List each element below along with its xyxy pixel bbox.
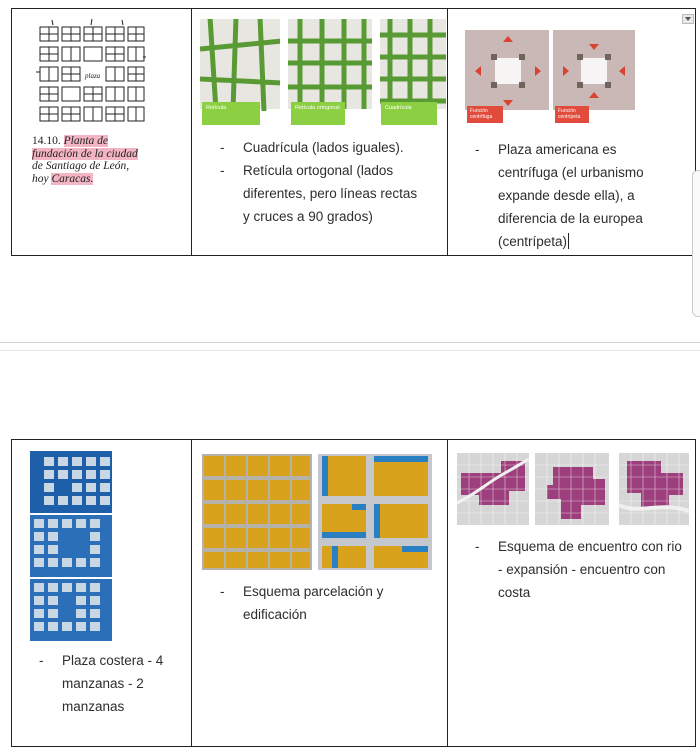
top-cell-plaza-function [447, 9, 697, 255]
tag-reticula: Retícula [202, 102, 260, 125]
plaza-function-image [465, 30, 635, 116]
parcel-scheme-image [202, 454, 432, 570]
bullet-reticula: - Retícula ortogonal (lados diferentes, pero líneas rectas y cruces a 90 grados) [220, 159, 426, 228]
city-plan-sketch [32, 17, 152, 127]
top-cell-plan [12, 9, 191, 255]
bullet-plaza-costera: - Plaza costera - 4 manzanas - 2 manzanas [39, 649, 179, 718]
tag-centripeta: Función centrípeta [555, 106, 589, 123]
caption-highlight-2: fundación de la ciudad [32, 147, 138, 160]
coastal-plaza-bullets [39, 649, 179, 718]
river-coast-image [457, 453, 689, 525]
caption-number: 14.10. [32, 135, 61, 147]
page-break-bottom [0, 350, 700, 351]
bullet-plaza-americana[interactable] [475, 138, 675, 253]
parcel-scheme-bullets [220, 580, 420, 626]
river-coast-bullets [475, 535, 685, 604]
bottom-table [11, 439, 696, 747]
text-cursor [568, 233, 569, 249]
tag-centrifuga: Función centrífuga [467, 106, 503, 123]
tag-cuadricula: Cuadrícula [381, 102, 437, 125]
top-table [11, 8, 696, 256]
top-cell-grid-types [191, 9, 447, 255]
bottom-cell-parcel-scheme [191, 440, 447, 746]
table-options-dropdown[interactable] [682, 14, 694, 24]
bottom-cell-coastal-plaza [12, 440, 191, 746]
grid-types-bullets [220, 136, 426, 228]
bullet-encuentro-rio: - Esquema de encuentro con rio - expansión - encuentro con costa [475, 535, 685, 604]
plaza-function-bullets [475, 138, 675, 253]
bottom-cell-river-coast [447, 440, 697, 746]
coastal-plaza-image [30, 451, 112, 641]
caption-line-3: de Santiago de León, [32, 160, 130, 172]
bullet-parcelacion: - Esquema parcelación y edificación [220, 580, 420, 626]
page-break-top [0, 342, 700, 343]
caption-line-4-prefix: hoy [32, 172, 49, 185]
bullet-plaza-americana-text: Plaza americana es centrífuga (el urbanismo expande desde ella), a diferencia de la europea (centrípeta) [498, 142, 644, 249]
tag-reticula-ortogonal: Retícula ortogonal [291, 102, 345, 125]
plaza-label: plaza [85, 72, 101, 80]
caption-highlight-3: Caracas. [51, 172, 94, 185]
caption-highlight-1: Planta de [63, 135, 109, 147]
plan-caption [32, 135, 138, 185]
side-panel-edge[interactable] [692, 170, 700, 317]
bullet-cuadricula: - Cuadrícula (lados iguales). [220, 136, 426, 159]
